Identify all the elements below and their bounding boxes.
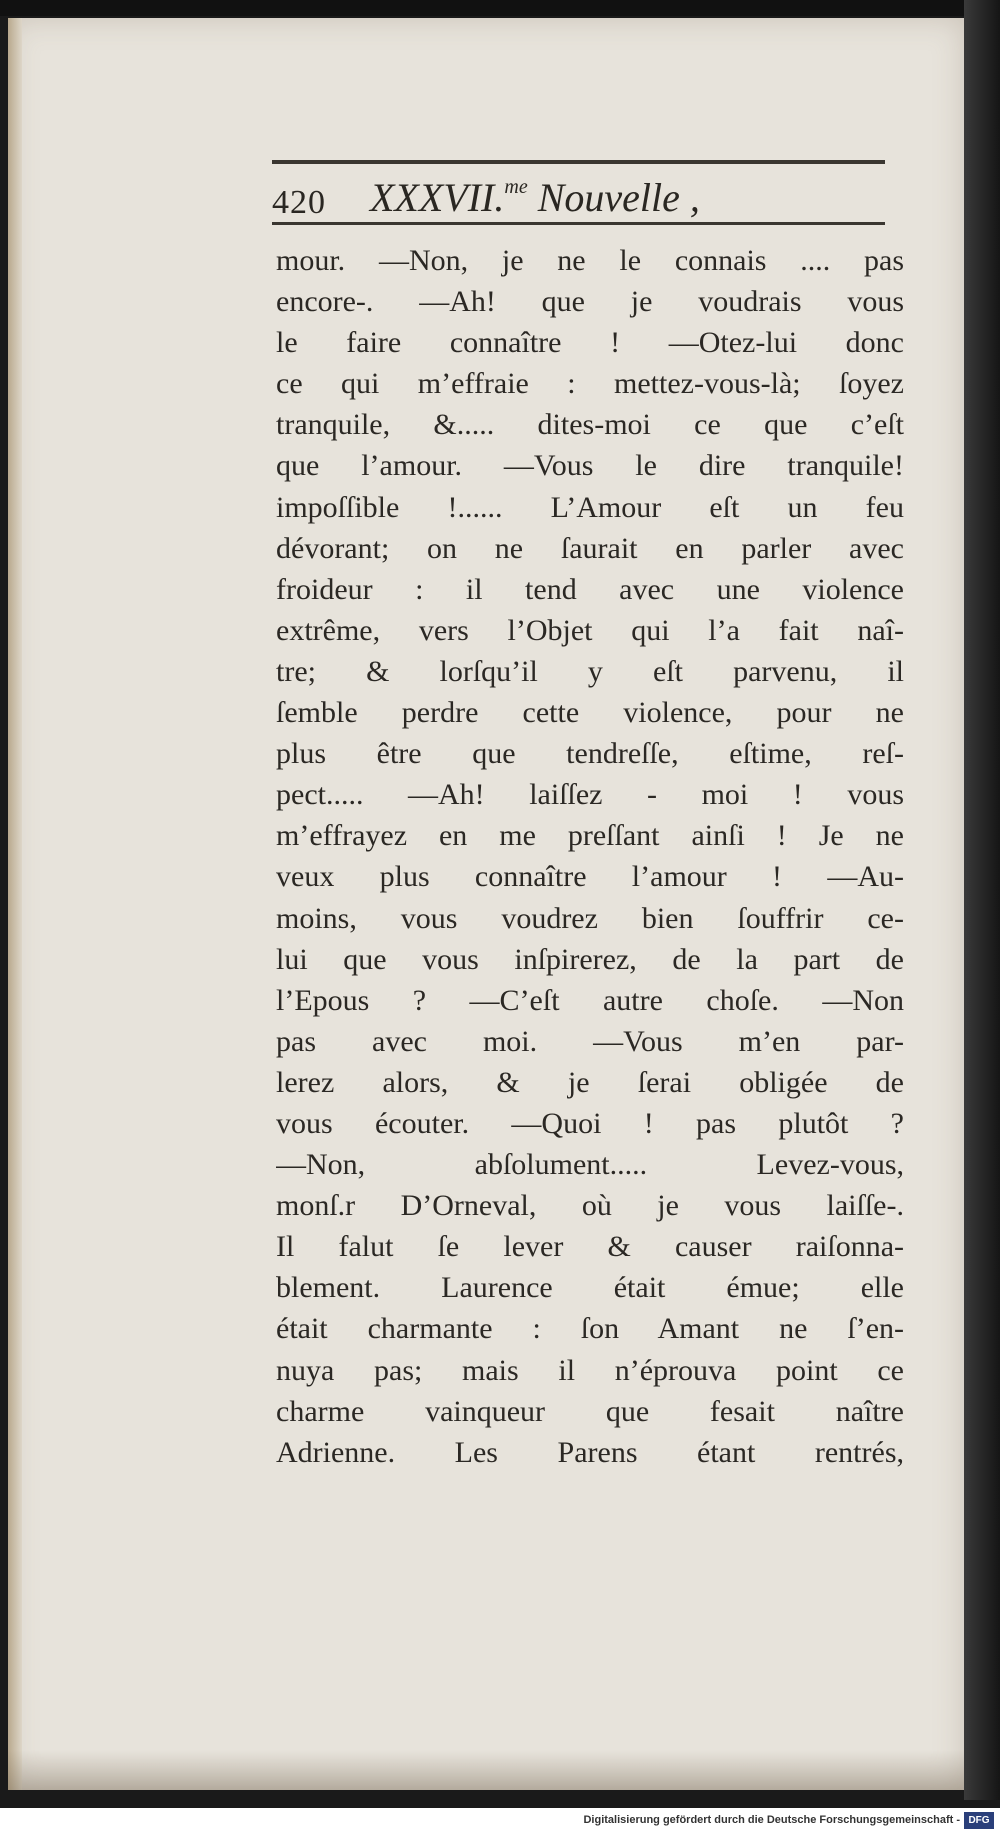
page-bottom-shadow xyxy=(8,1750,964,1790)
text-line: ce qui m’effraie : mettez-vous-là; ſoyez xyxy=(276,367,904,401)
text-line: dévorant; on ne ſaurait en parler avec xyxy=(276,531,904,565)
text-line: extrême, vers l’Objet qui l’a fait naî- xyxy=(276,613,904,647)
scan-border-right xyxy=(964,0,1000,1800)
text-line: tranquile, &..... dites-moi ce que c’eſt xyxy=(276,408,904,442)
digitization-credit: Digitalisierung gefördert durch die Deutsche Forschungsgemeinschaft - xyxy=(583,1814,960,1826)
running-head-title: Nouvelle , xyxy=(527,175,700,220)
text-line: charme vainqueur que fesait naître xyxy=(276,1394,904,1428)
text-line: vous écouter. —Quoi ! pas plutôt ? xyxy=(276,1106,904,1140)
text-line: pect..... —Ah! laiſſez - moi ! vous xyxy=(276,778,904,812)
text-line: monſ.r D’Orneval, où je vous laiſſe-. xyxy=(276,1189,904,1223)
text-line: était charmante : ſon Amant ne ſ’en- xyxy=(276,1312,904,1346)
text-line: le faire connaître ! —Otez-lui donc xyxy=(276,326,904,360)
text-line: Adrienne. Les Parens étant rentrés, xyxy=(276,1435,904,1469)
header-rule-bottom xyxy=(272,222,885,225)
scan-border-top xyxy=(0,0,1000,16)
text-line: pas avec moi. —Vous m’en par- xyxy=(276,1024,904,1058)
running-head-superscript: me xyxy=(504,176,528,198)
header-rule-top xyxy=(272,160,885,164)
text-line: tre; & lorſqu’il y eſt parvenu, il xyxy=(276,654,904,688)
page-edge-shadow xyxy=(8,18,22,1790)
page-header xyxy=(272,168,885,220)
digitization-footer xyxy=(0,1808,1000,1835)
text-line: impoſſible !...... L’Amour eſt un feu xyxy=(276,490,904,524)
text-line: veux plus connaître l’amour ! —Au- xyxy=(276,860,904,894)
page-number: 420 xyxy=(272,184,326,221)
text-line: nuya pas; mais il n’éprouva point ce xyxy=(276,1353,904,1387)
body-text xyxy=(276,240,904,1473)
text-line: lerez alors, & je ſerai obligée de xyxy=(276,1065,904,1099)
text-line: lui que vous inſpirerez, de la part de xyxy=(276,942,904,976)
text-line: mour. —Non, je ne le connais .... pas xyxy=(276,244,904,277)
text-line: froideur : il tend avec une violence xyxy=(276,572,904,606)
text-line: plus être que tendreſſe, eſtime, reſ- xyxy=(276,737,904,771)
running-head xyxy=(370,174,700,221)
text-line: que l’amour. —Vous le dire tranquile! xyxy=(276,449,904,483)
text-line: —Non, abſolument..... Levez-vous, xyxy=(276,1148,904,1182)
text-line: ſemble perdre cette violence, pour ne xyxy=(276,696,904,730)
text-line: moins, vous voudrez bien ſouffrir ce- xyxy=(276,901,904,935)
text-line: Il falut ſe lever & causer raiſonna- xyxy=(276,1230,904,1264)
text-line: blement. Laurence était émue; elle xyxy=(276,1271,904,1305)
text-line: encore-. —Ah! que je voudrais vous xyxy=(276,285,904,319)
text-line: l’Epous ? —C’eſt autre choſe. —Non xyxy=(276,983,904,1017)
running-head-numeral: XXXVII. xyxy=(370,175,505,220)
text-line: m’effrayez en me preſſant ainſi ! Je ne xyxy=(276,819,904,853)
dfg-logo: DFG xyxy=(964,1812,994,1829)
